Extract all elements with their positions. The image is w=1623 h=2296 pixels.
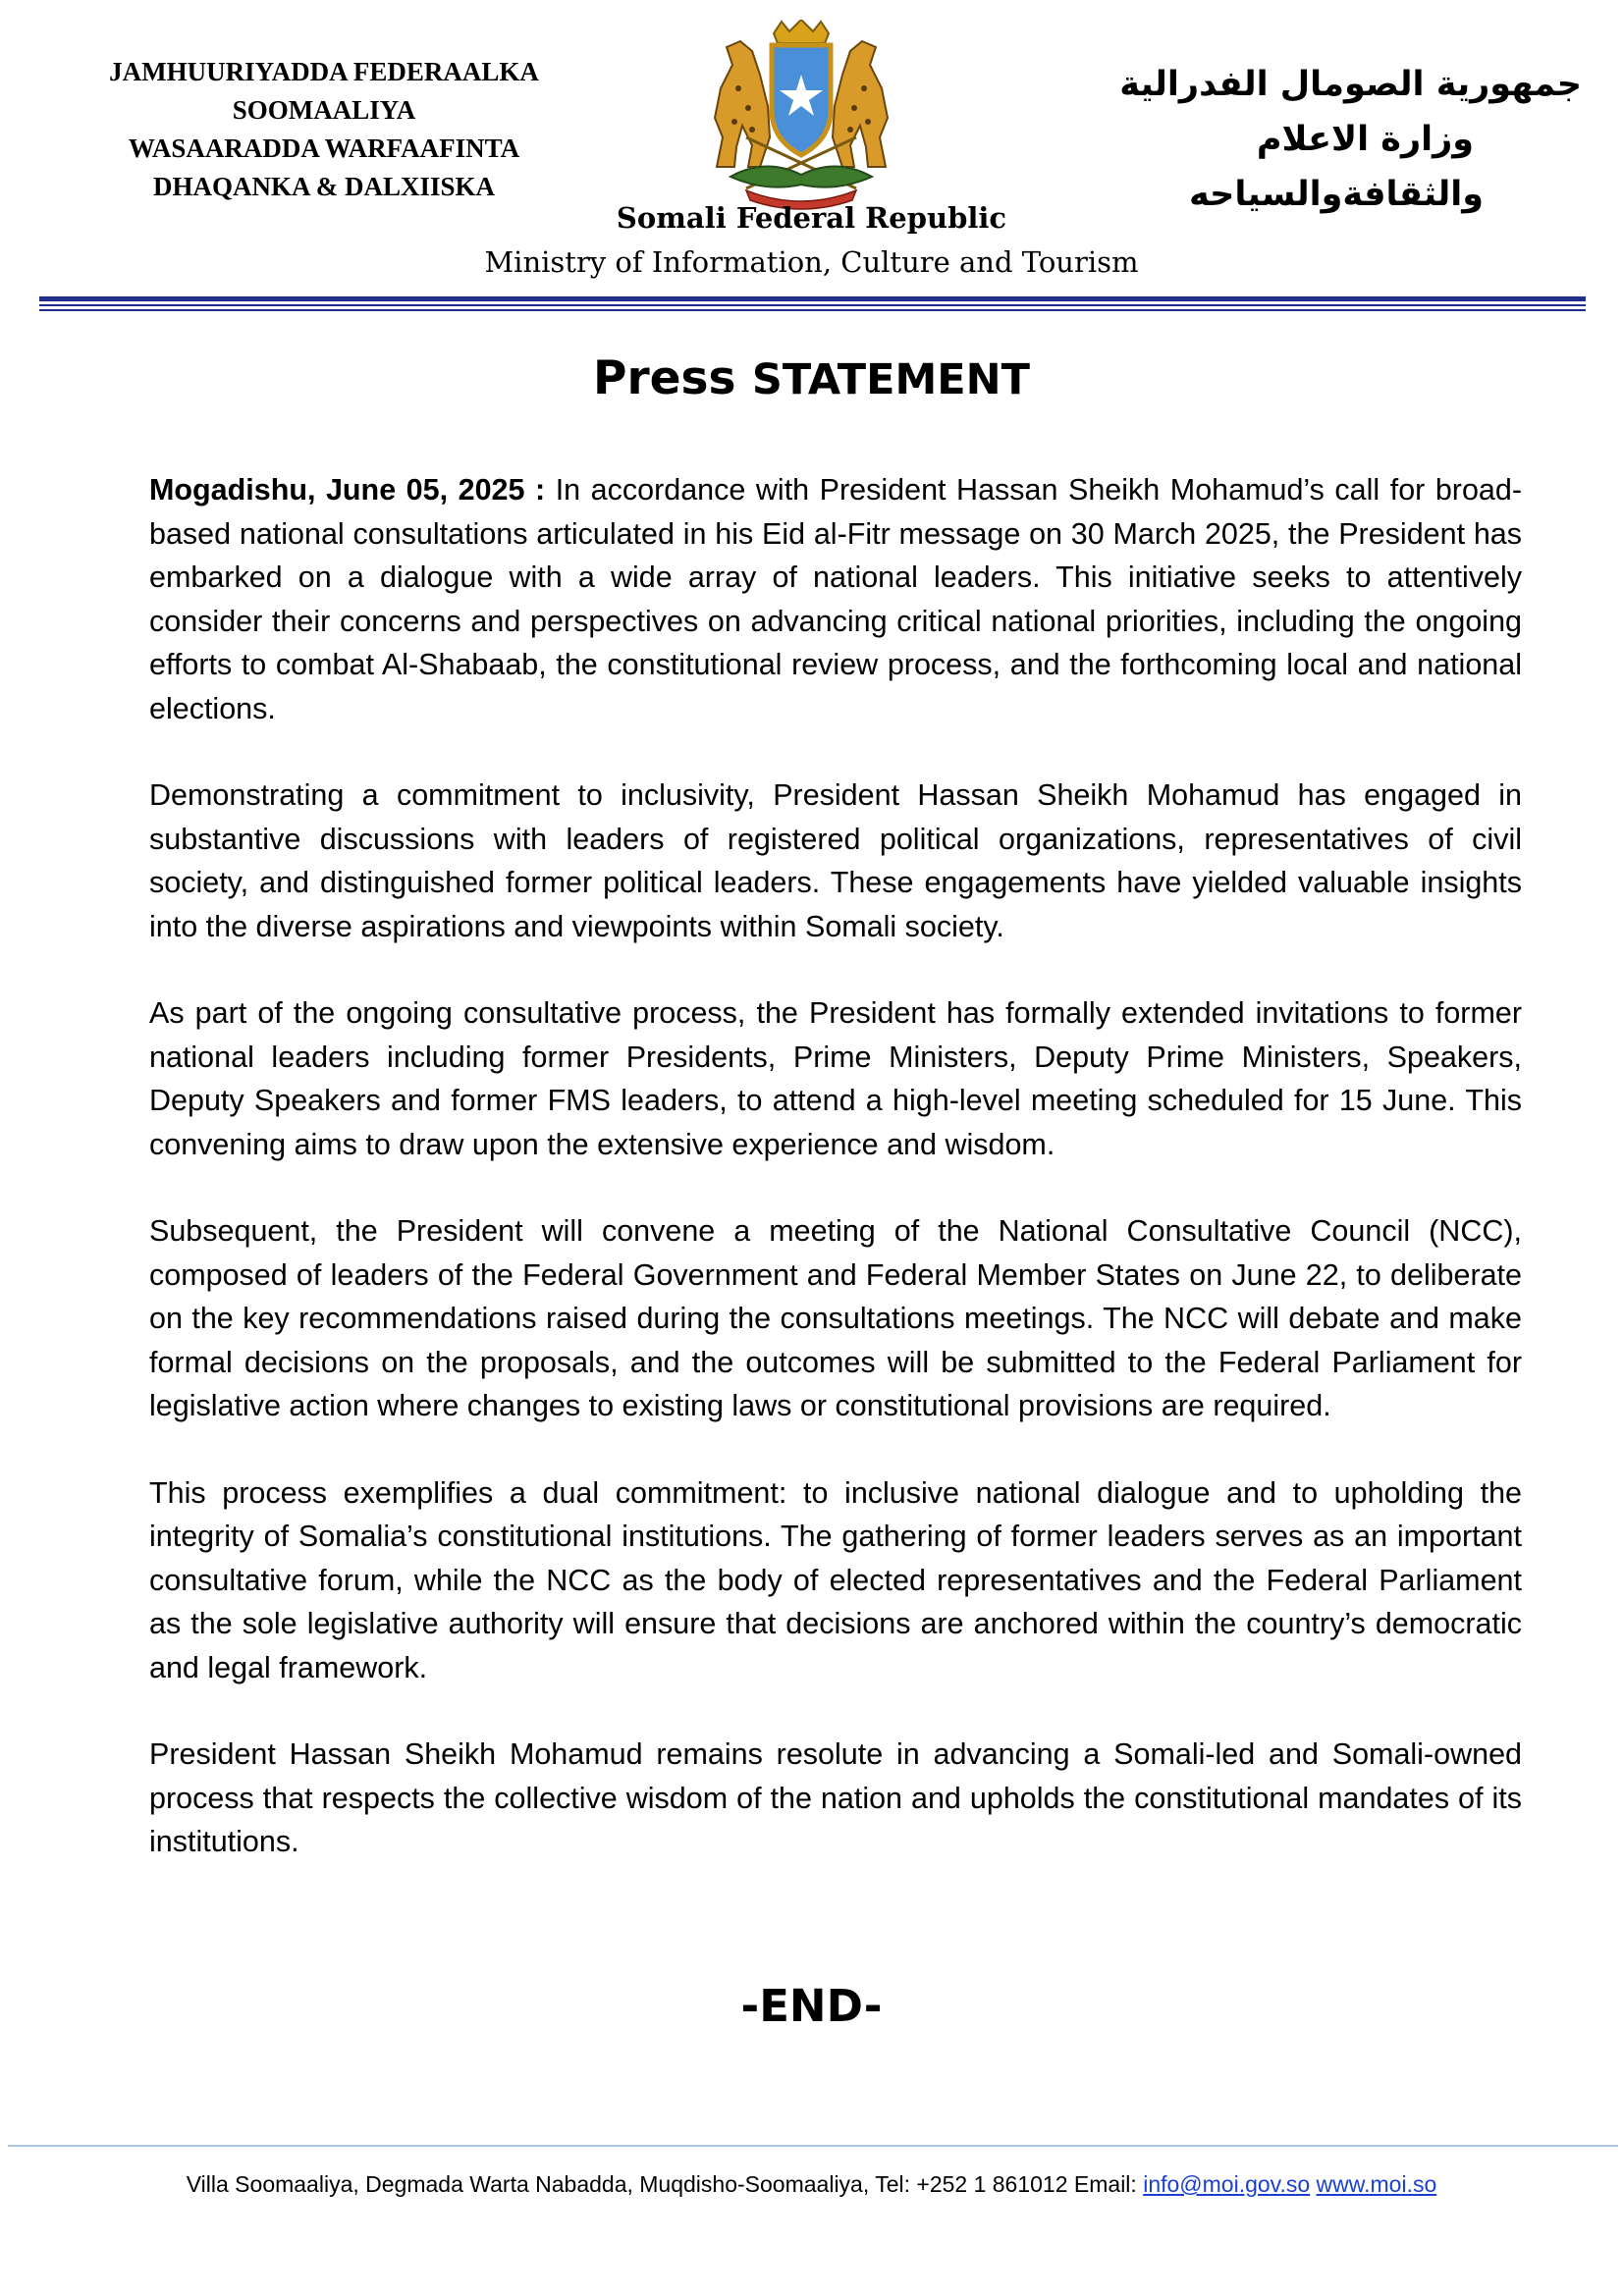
- header-arabic-line: جمهورية الصومال الفدرالية: [1119, 65, 1582, 104]
- header-somali-line: SOOMAALIYA: [232, 95, 416, 125]
- title-statement: STATEMENT: [751, 355, 1030, 404]
- header-somali-line: WASAARADDA WARFAAFINTA: [128, 133, 520, 163]
- paragraph-1-text: In accordance with President Hassan Sheikh Mohamud’s call for broad-based national consultations articulated in his Eid al-Fitr message on 30 March 2025, the President has embarked on a dialogue with a wide array of national leaders. This initiative seeks to attentively consider their concerns and perspectives on advancing critical national priorities, including the ongoing efforts to combat Al-Shabaab, the constitutional review process, and the forthcoming local and national elections.: [149, 473, 1523, 725]
- statement-body: [149, 468, 1522, 1907]
- email-link[interactable]: info@moi.gov.so: [1143, 2171, 1311, 2197]
- ministry-name: Ministry of Information, Culture and Tourism: [484, 245, 1139, 279]
- footer: [0, 2171, 1623, 2198]
- header-divider: [39, 304, 1586, 306]
- website-link[interactable]: www.moi.so: [1316, 2171, 1437, 2197]
- footer-address: Villa Soomaaliya, Degmada Warta Nabadda, Muqdisho-Soomaaliya, Tel: +252 1 861012 Email:: [186, 2171, 1144, 2197]
- paragraph-3: As part of the ongoing consultative process, the President has formally extended invitations to former national leaders including former Presidents, Prime Ministers, Deputy Prime Ministers, Speakers, Deputy Speakers and former FMS leaders, to attend a high-level meeting scheduled for 15 June. This convening aims to draw upon the extensive experience and wisdom.: [149, 996, 1522, 1161]
- header-somali-line: DHAQANKA & DALXIISKA: [152, 172, 496, 201]
- footer-divider: [8, 2145, 1618, 2147]
- paragraph-6: President Hassan Sheikh Mohamud remains resolute in advancing a Somali-led and Somali-owned process that respects the collective wisdom of the nation and upholds the constitutional mandates of its institutions.: [149, 1737, 1522, 1858]
- header-somali-line: JAMHUURIYADDA FEDERAALKA: [109, 57, 539, 86]
- page-title: [0, 351, 1623, 405]
- paragraph-4: Subsequent, the President will convene a meeting of the National Consultative Council (NCC), composed of leaders of the Federal Government and Federal Member States on June 22, to deliberate on the key recommendations raised during the consultations meetings. The NCC will debate and make formal decisions on the proposals, and the outcomes will be submitted to the Federal Parliament for legislative action where changes to existing laws or constitutional provisions are required.: [149, 1214, 1522, 1422]
- header-arabic-line: والثقافةوالسياحه: [1188, 175, 1484, 214]
- paragraph-5: This process exemplifies a dual commitment: to inclusive national dialogue and to upholding the integrity of Somalia’s constitutional institutions. The gathering of former leaders serves as an important consultative forum, while the NCC as the body of elected representatives and the Federal Parliament as the sole legislative authority will ensure that decisions are anchored within the country’s democratic and legal framework.: [149, 1475, 1522, 1684]
- dateline: Mogadishu, June 05, 2025 :: [149, 473, 546, 507]
- paragraph-1: [149, 468, 1522, 730]
- somali-coat-of-arms-icon: [687, 20, 915, 212]
- paragraph-2: Demonstrating a commitment to inclusivity, President Hassan Sheikh Mohamud has engaged in substantive discussions with leaders of registered political organizations, representatives of civil society, and distinguished former political leaders. These engagements have yielded valuable insights into the diverse aspirations and viewpoints within Somali society.: [149, 778, 1522, 943]
- title-press: Press: [593, 351, 736, 405]
- header-divider: [39, 296, 1586, 301]
- header-somali-block: [59, 53, 589, 206]
- header-arabic-block: [1032, 57, 1582, 222]
- republic-name: Somali Federal Republic: [616, 201, 1007, 235]
- header-divider: [39, 309, 1586, 311]
- header-arabic-line: وزارة الاعلام: [1256, 120, 1474, 159]
- end-marker: -END-: [740, 1980, 883, 2032]
